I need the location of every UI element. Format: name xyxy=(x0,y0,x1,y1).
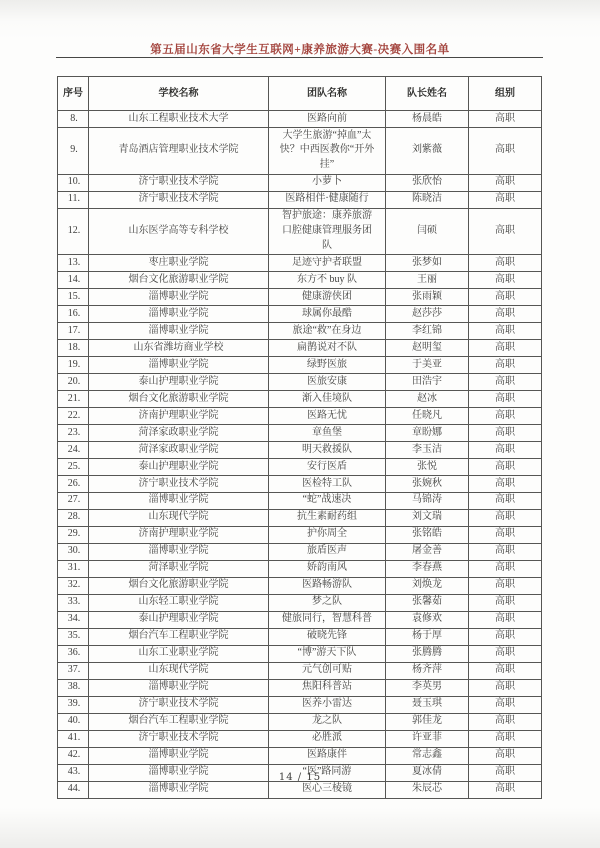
table-row xyxy=(58,272,542,289)
cell-school: 泰山护理职业学院 xyxy=(89,458,269,475)
cell-team: 小萝卜 xyxy=(269,174,386,191)
cell-group: 高职 xyxy=(469,441,542,458)
cell-group: 高职 xyxy=(469,272,542,289)
cell-leader: 王丽 xyxy=(386,272,469,289)
cell-team: 球属你最酷 xyxy=(269,306,386,323)
table-row xyxy=(58,289,542,306)
cell-school: 济宁职业技术学院 xyxy=(89,174,269,191)
cell-school: 山东省潍坊商业学校 xyxy=(89,340,269,357)
table-row xyxy=(58,174,542,191)
cell-team: 破晓先锋 xyxy=(269,628,386,645)
cell-no: 28. xyxy=(58,509,89,526)
cell-no: 27. xyxy=(58,492,89,509)
cell-no: 29. xyxy=(58,526,89,543)
cell-no: 39. xyxy=(58,696,89,713)
cell-leader: 刘紫薇 xyxy=(386,127,469,174)
cell-no: 8. xyxy=(58,111,89,128)
cell-leader: 闫硕 xyxy=(386,208,469,255)
header-school: 学校名称 xyxy=(89,77,269,111)
cell-leader: 夏冰倩 xyxy=(386,764,469,781)
table-row xyxy=(58,424,542,441)
cell-group: 高职 xyxy=(469,560,542,577)
cell-group: 高职 xyxy=(469,492,542,509)
cell-school: 山东医学高等专科学校 xyxy=(89,208,269,255)
cell-group: 高职 xyxy=(469,340,542,357)
cell-school: 淄博职业学院 xyxy=(89,357,269,374)
cell-group: 高职 xyxy=(469,543,542,560)
cell-school: 烟台文化旅游职业学院 xyxy=(89,577,269,594)
cell-group: 高职 xyxy=(469,679,542,696)
cell-leader: 张雨颖 xyxy=(386,289,469,306)
title-underline xyxy=(56,57,543,58)
cell-school: 济南护理职业学院 xyxy=(89,407,269,424)
cell-team: 明天救援队 xyxy=(269,441,386,458)
cell-team: 医检特工队 xyxy=(269,475,386,492)
header-no: 序号 xyxy=(58,77,89,111)
cell-group: 高职 xyxy=(469,424,542,441)
cell-group: 高职 xyxy=(469,174,542,191)
cell-team: 绿野医旅 xyxy=(269,357,386,374)
cell-group: 高职 xyxy=(469,662,542,679)
cell-no: 24. xyxy=(58,441,89,458)
cell-team: 医路畅游队 xyxy=(269,577,386,594)
cell-leader: 朱辰芯 xyxy=(386,781,469,798)
cell-school: 烟台汽车工程职业学院 xyxy=(89,628,269,645)
cell-leader: 陈晓洁 xyxy=(386,191,469,208)
cell-school: 济宁职业技术学院 xyxy=(89,696,269,713)
table-row xyxy=(58,374,542,391)
cell-team: 章鱼堡 xyxy=(269,424,386,441)
cell-leader: 李玉洁 xyxy=(386,441,469,458)
cell-no: 13. xyxy=(58,255,89,272)
cell-group: 高职 xyxy=(469,781,542,798)
cell-no: 15. xyxy=(58,289,89,306)
cell-school: 淄博职业学院 xyxy=(89,323,269,340)
cell-no: 19. xyxy=(58,357,89,374)
cell-team: 娇韵南风 xyxy=(269,560,386,577)
cell-school: 淄博职业学院 xyxy=(89,747,269,764)
cell-no: 38. xyxy=(58,679,89,696)
cell-group: 高职 xyxy=(469,407,542,424)
cell-no: 31. xyxy=(58,560,89,577)
cell-team: 焦阳科普站 xyxy=(269,679,386,696)
page-title: 第五届山东省大学生互联网+康养旅游大赛-决赛入围名单 xyxy=(150,44,450,56)
cell-team: 旅途“救”在身边 xyxy=(269,323,386,340)
cell-no: 14. xyxy=(58,272,89,289)
cell-leader: 刘文瑞 xyxy=(386,509,469,526)
cell-leader: 杨齐萍 xyxy=(386,662,469,679)
cell-group: 高职 xyxy=(469,357,542,374)
cell-leader: 张悦 xyxy=(386,458,469,475)
cell-no: 18. xyxy=(58,340,89,357)
cell-team: 医路康伴 xyxy=(269,747,386,764)
cell-group: 高职 xyxy=(469,111,542,128)
cell-group: 高职 xyxy=(469,594,542,611)
table-row xyxy=(58,208,542,255)
cell-team: 东方不 buy 队 xyxy=(269,272,386,289)
cell-leader: 赵莎莎 xyxy=(386,306,469,323)
cell-team: 医旅安康 xyxy=(269,374,386,391)
table-row xyxy=(58,509,542,526)
cell-team: 健康游侠团 xyxy=(269,289,386,306)
table-row xyxy=(58,390,542,407)
cell-leader: 张铭皓 xyxy=(386,526,469,543)
cell-no: 10. xyxy=(58,174,89,191)
table-row xyxy=(58,191,542,208)
cell-leader: 张婉秋 xyxy=(386,475,469,492)
cell-school: 山东轻工职业学院 xyxy=(89,594,269,611)
cell-leader: 袁修欢 xyxy=(386,611,469,628)
cell-group: 高职 xyxy=(469,127,542,174)
cell-school: 淄博职业学院 xyxy=(89,306,269,323)
cell-group: 高职 xyxy=(469,645,542,662)
cell-school: 泰山护理职业学院 xyxy=(89,374,269,391)
cell-school: 烟台文化旅游职业学院 xyxy=(89,272,269,289)
cell-team: 旅盾医声 xyxy=(269,543,386,560)
cell-leader: 李英男 xyxy=(386,679,469,696)
table-row xyxy=(58,713,542,730)
table-row xyxy=(58,111,542,128)
table-row xyxy=(58,730,542,747)
cell-leader: 常志鑫 xyxy=(386,747,469,764)
table-row xyxy=(58,628,542,645)
cell-leader: 马锦涛 xyxy=(386,492,469,509)
cell-no: 17. xyxy=(58,323,89,340)
cell-leader: 郭佳龙 xyxy=(386,713,469,730)
cell-leader: 李春燕 xyxy=(386,560,469,577)
cell-group: 高职 xyxy=(469,191,542,208)
cell-team: 龙之队 xyxy=(269,713,386,730)
cell-leader: 许亚菲 xyxy=(386,730,469,747)
cell-no: 44. xyxy=(58,781,89,798)
cell-group: 高职 xyxy=(469,323,542,340)
table-row xyxy=(58,696,542,713)
cell-leader: 杨晨皓 xyxy=(386,111,469,128)
cell-school: 淄博职业学院 xyxy=(89,543,269,560)
cell-group: 高职 xyxy=(469,730,542,747)
cell-team: 抗生素耐药组 xyxy=(269,509,386,526)
cell-team: “蛇”战速决 xyxy=(269,492,386,509)
cell-leader: 于美亚 xyxy=(386,357,469,374)
table-row xyxy=(58,458,542,475)
cell-school: 菏泽职业学院 xyxy=(89,560,269,577)
table-row xyxy=(58,781,542,798)
cell-no: 23. xyxy=(58,424,89,441)
cell-leader: 聂玉琪 xyxy=(386,696,469,713)
cell-team: “博”游天下队 xyxy=(269,645,386,662)
table-row xyxy=(58,662,542,679)
cell-team: 健旅同行，智慧科普 xyxy=(269,611,386,628)
table-header xyxy=(58,77,542,111)
cell-school: 淄博职业学院 xyxy=(89,492,269,509)
cell-leader: 章盼娜 xyxy=(386,424,469,441)
cell-group: 高职 xyxy=(469,509,542,526)
cell-leader: 张腾腾 xyxy=(386,645,469,662)
cell-no: 36. xyxy=(58,645,89,662)
page-number: 14 / 15 xyxy=(278,772,322,783)
cell-leader: 张欣怡 xyxy=(386,174,469,191)
cell-team: 医养小雷达 xyxy=(269,696,386,713)
cell-team: 医路向前 xyxy=(269,111,386,128)
cell-school: 山东工业职业学院 xyxy=(89,645,269,662)
cell-team: “医”路同游 xyxy=(269,764,386,781)
cell-leader: 刘焕龙 xyxy=(386,577,469,594)
header-team: 团队名称 xyxy=(269,77,386,111)
cell-team: 医路无忧 xyxy=(269,407,386,424)
table-body xyxy=(58,111,542,799)
cell-leader: 屠金善 xyxy=(386,543,469,560)
cell-team: 医路相伴·健康随行 xyxy=(269,191,386,208)
cell-leader: 张馨茹 xyxy=(386,594,469,611)
cell-school: 济宁职业技术学院 xyxy=(89,475,269,492)
cell-no: 37. xyxy=(58,662,89,679)
cell-no: 11. xyxy=(58,191,89,208)
table-row xyxy=(58,543,542,560)
cell-school: 山东现代学院 xyxy=(89,662,269,679)
cell-no: 25. xyxy=(58,458,89,475)
cell-team: 安行医盾 xyxy=(269,458,386,475)
cell-team: 护你周全 xyxy=(269,526,386,543)
cell-school: 济宁职业技术学院 xyxy=(89,191,269,208)
cell-group: 高职 xyxy=(469,255,542,272)
cell-school: 淄博职业学院 xyxy=(89,679,269,696)
cell-team: 必胜派 xyxy=(269,730,386,747)
cell-leader: 李红锦 xyxy=(386,323,469,340)
cell-team: 元气创可贴 xyxy=(269,662,386,679)
cell-group: 高职 xyxy=(469,764,542,781)
table-row xyxy=(58,492,542,509)
cell-leader: 杨于厚 xyxy=(386,628,469,645)
cell-school: 济宁职业技术学院 xyxy=(89,730,269,747)
cell-group: 高职 xyxy=(469,747,542,764)
cell-no: 22. xyxy=(58,407,89,424)
table-row xyxy=(58,747,542,764)
cell-leader: 任晓凡 xyxy=(386,407,469,424)
cell-school: 济南护理职业学院 xyxy=(89,526,269,543)
cell-no: 21. xyxy=(58,390,89,407)
cell-group: 高职 xyxy=(469,458,542,475)
cell-no: 9. xyxy=(58,127,89,174)
cell-group: 高职 xyxy=(469,289,542,306)
cell-group: 高职 xyxy=(469,390,542,407)
cell-school: 菏泽家政职业学院 xyxy=(89,441,269,458)
cell-group: 高职 xyxy=(469,208,542,255)
cell-group: 高职 xyxy=(469,374,542,391)
cell-team: 足迹守护者联盟 xyxy=(269,255,386,272)
cell-group: 高职 xyxy=(469,577,542,594)
cell-no: 33. xyxy=(58,594,89,611)
cell-school: 泰山护理职业学院 xyxy=(89,611,269,628)
cell-school: 山东现代学院 xyxy=(89,509,269,526)
cell-leader: 赵冰 xyxy=(386,390,469,407)
cell-no: 34. xyxy=(58,611,89,628)
cell-team: 医心三棱镜 xyxy=(269,781,386,798)
cell-school: 枣庄职业学院 xyxy=(89,255,269,272)
cell-school: 淄博职业学院 xyxy=(89,764,269,781)
table-row xyxy=(58,645,542,662)
cell-no: 20. xyxy=(58,374,89,391)
cell-no: 32. xyxy=(58,577,89,594)
table-row xyxy=(58,560,542,577)
cell-group: 高职 xyxy=(469,475,542,492)
cell-no: 26. xyxy=(58,475,89,492)
cell-group: 高职 xyxy=(469,696,542,713)
table-row xyxy=(58,475,542,492)
table-row xyxy=(58,357,542,374)
cell-school: 菏泽家政职业学院 xyxy=(89,424,269,441)
table-row xyxy=(58,679,542,696)
header-leader: 队长姓名 xyxy=(386,77,469,111)
results-table xyxy=(57,76,542,799)
table-row xyxy=(58,577,542,594)
cell-team: 大学生旅游“掉血”太快？中西医教你“开外挂” xyxy=(269,127,386,174)
cell-school: 淄博职业学院 xyxy=(89,289,269,306)
cell-school: 淄博职业学院 xyxy=(89,781,269,798)
cell-team: 渐入佳境队 xyxy=(269,390,386,407)
table-row xyxy=(58,526,542,543)
cell-team: 智护旅途：康养旅游口腔健康管理服务团队 xyxy=(269,208,386,255)
cell-group: 高职 xyxy=(469,628,542,645)
cell-group: 高职 xyxy=(469,306,542,323)
cell-school: 烟台汽车工程职业学院 xyxy=(89,713,269,730)
table-row xyxy=(58,611,542,628)
cell-group: 高职 xyxy=(469,713,542,730)
table-row xyxy=(58,306,542,323)
table-row xyxy=(58,441,542,458)
table-row xyxy=(58,594,542,611)
cell-group: 高职 xyxy=(469,611,542,628)
cell-no: 35. xyxy=(58,628,89,645)
cell-team: 梦之队 xyxy=(269,594,386,611)
cell-no: 40. xyxy=(58,713,89,730)
cell-group: 高职 xyxy=(469,526,542,543)
cell-school: 青岛酒店管理职业技术学院 xyxy=(89,127,269,174)
cell-no: 43. xyxy=(58,764,89,781)
table-row xyxy=(58,127,542,174)
cell-no: 41. xyxy=(58,730,89,747)
cell-no: 12. xyxy=(58,208,89,255)
header-group: 组别 xyxy=(469,77,542,111)
table-row xyxy=(58,255,542,272)
cell-school: 山东工程职业技术大学 xyxy=(89,111,269,128)
table-row xyxy=(58,340,542,357)
cell-no: 16. xyxy=(58,306,89,323)
table-row xyxy=(58,323,542,340)
cell-school: 烟台文化旅游职业学院 xyxy=(89,390,269,407)
cell-team: 扁鹊说对不队 xyxy=(269,340,386,357)
cell-leader: 张梦如 xyxy=(386,255,469,272)
cell-no: 42. xyxy=(58,747,89,764)
cell-leader: 田浩宇 xyxy=(386,374,469,391)
table-row xyxy=(58,407,542,424)
cell-leader: 赵明玺 xyxy=(386,340,469,357)
cell-no: 30. xyxy=(58,543,89,560)
